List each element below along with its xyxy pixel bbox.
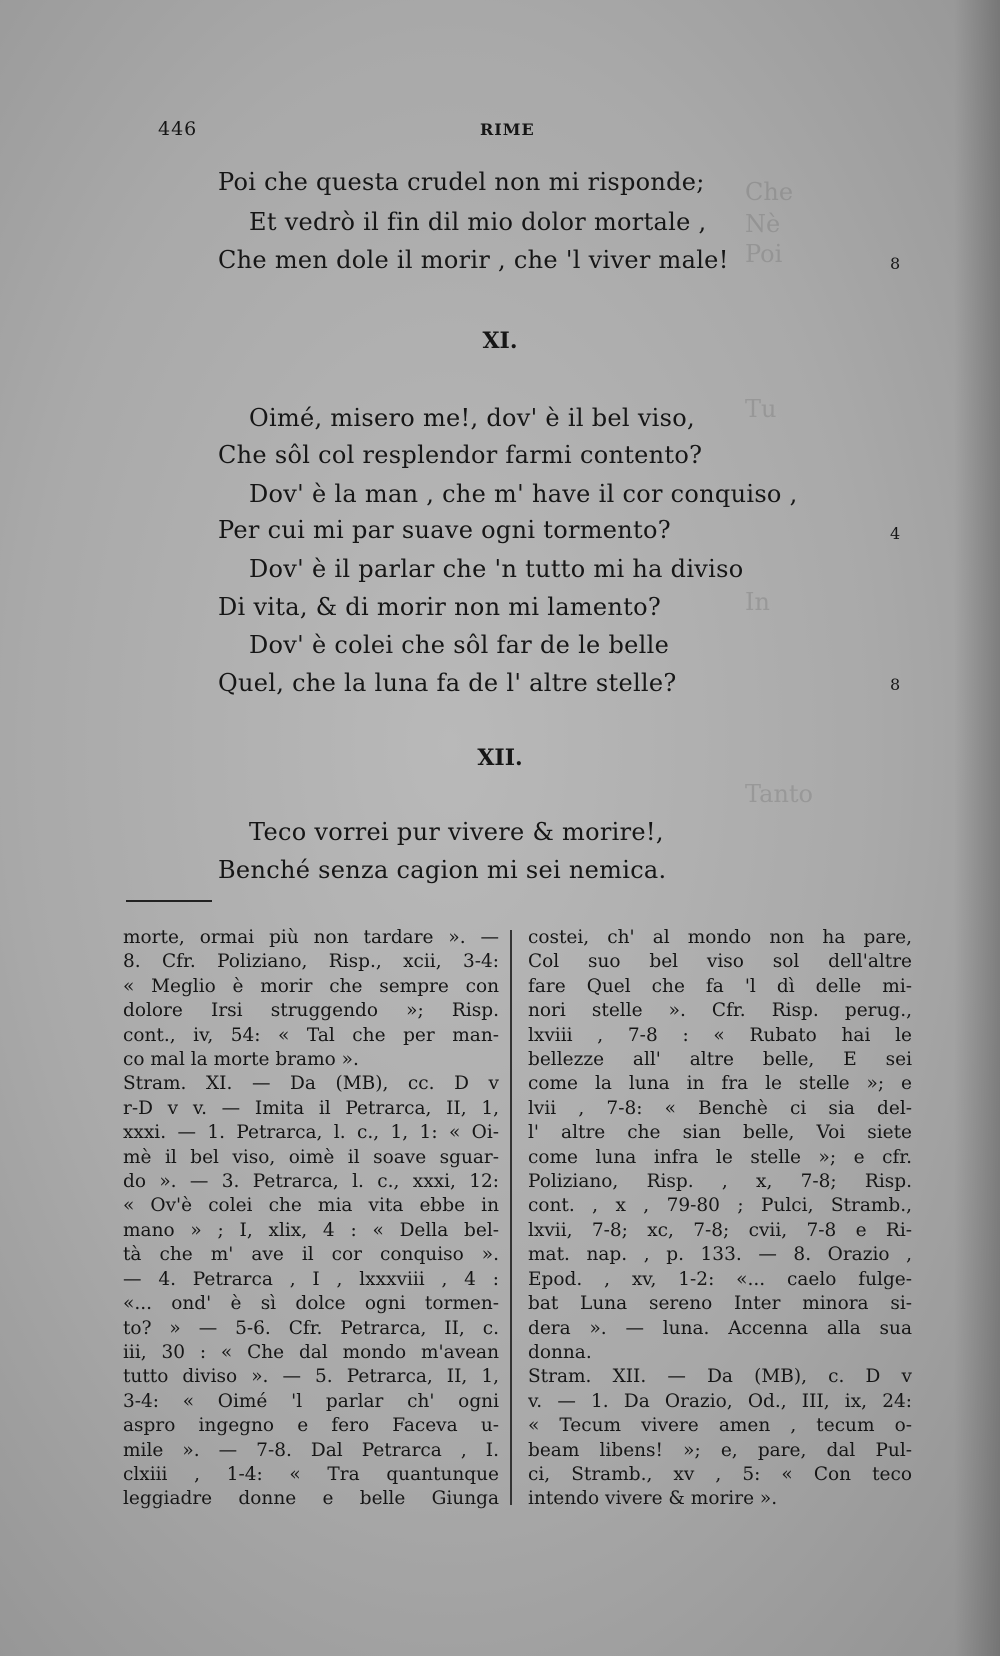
verse-line: Che sôl col resplendor farmi contento? [218,441,703,469]
verse-line: Oimé, misero me!, dov' è il bel viso, [249,404,695,432]
note-line: beam libens! »; e, pare, dal Pul- [528,1439,912,1461]
note-line: come luna infra le stelle »; e cfr. [528,1146,912,1168]
note-line: — 4. Petrarca , I , lxxxviii , 4 : [123,1268,499,1290]
running-head [0,118,1000,148]
verse-line: Dov' è il parlar che 'n tutto mi ha diviso [249,555,744,583]
page-number: 446 [158,118,198,140]
running-title: RIME [480,120,535,139]
footnote-rule [126,900,212,902]
note-line: « Tecum vivere amen , tecum o- [528,1415,912,1437]
note-line: tà che m' ave il cor conquiso ». [123,1244,499,1266]
verse-line: Di vita, & di morir non mi lamento? [218,593,662,621]
note-line: « Ov'è colei che mia vita ebbe in [123,1195,499,1217]
note-line: co mal la morte bramo ». [123,1049,359,1071]
note-line: lxviii , 7-8 : « Rubato hai le [528,1024,912,1046]
note-line: dolore Irsi struggendo »; Risp. [123,1000,499,1022]
line-number: 8 [890,675,901,694]
note-line: iii, 30 : « Che dal mondo m'avean [123,1341,499,1363]
verse-line: Quel, che la luna fa de l' altre stelle? [218,669,677,697]
note-line: mano » ; I, xlix, 4 : « Della bel- [123,1219,499,1241]
note-line: morte, ormai più non tardare ». — [123,927,499,948]
note-line: «... ond' è sì dolce ogni tormen- [123,1293,499,1315]
note-line: bellezze all' altre belle, E sei [528,1049,912,1071]
note-line: mè il bel viso, oimè il soave sguar- [123,1146,499,1168]
bleed-through: Che [745,178,794,206]
notes-left-column [123,926,499,1512]
note-line: Stram. XI. — Da (MB), cc. D v [123,1073,499,1095]
note-line: xxxi. — 1. Petrarca, l. c., 1, 1: « Oi- [123,1122,499,1144]
note-line: do ». — 3. Petrarca, l. c., xxxi, 12: [123,1171,499,1193]
poem-heading-xii: XII. [477,745,523,771]
note-line: to? » — 5-6. Cfr. Petrarca, II, c. [123,1317,499,1339]
note-line: 8. Cfr. Poliziano, Risp., xcii, 3-4: [123,951,499,973]
note-line: donna. [528,1341,592,1363]
note-line: come la luna in fra le stelle »; e [528,1073,912,1095]
column-divider [510,930,512,1505]
verse-line: Dov' è la man , che m' have il cor conquiso , [249,480,798,508]
note-line: Poliziano, Risp. , x, 7-8; Risp. [528,1171,912,1193]
poem-heading-xi: XI. [482,328,518,354]
page-edge-shadow [954,0,1000,1656]
note-line: lvii , 7-8: « Benchè ci sia del- [528,1097,912,1119]
note-line: cont., iv, 54: « Tal che per man- [123,1024,499,1046]
bleed-through: Tu [745,395,777,423]
verse-line: Teco vorrei pur vivere & morire!, [249,818,664,846]
verse-line: Benché senza cagion mi sei nemica. [218,856,667,884]
notes-right-column [528,926,912,1512]
note-line: Col suo bel viso sol dell'altre [528,951,912,973]
note-line: « Meglio è morir che sempre con [123,975,499,997]
note-line: aspro ingegno e fero Faceva u- [123,1415,499,1437]
note-line: tutto diviso ». — 5. Petrarca, II, 1, [123,1366,499,1388]
verse-line: Poi che questa crudel non mi risponde; [218,168,705,196]
bleed-through: Nè [745,210,781,238]
line-number: 4 [890,524,901,543]
note-line: ci, Stramb., xv , 5: « Con teco [528,1463,912,1485]
note-line: mat. nap. , p. 133. — 8. Orazio , [528,1244,912,1266]
note-line: nori stelle ». Cfr. Risp. perug., [528,1000,912,1022]
note-line: intendo vivere & morire ». [528,1488,778,1510]
note-line: Epod. , xv, 1-2: «... caelo fulge- [528,1268,912,1290]
verse-line: Che men dole il morir , che 'l viver male! [218,246,729,274]
note-line: v. — 1. Da Orazio, Od., III, ix, 24: [528,1390,912,1412]
note-line: dera ». — luna. Accenna alla sua [528,1317,912,1339]
note-line: bat Luna sereno Inter minora si- [528,1293,912,1315]
note-line: lxvii, 7-8; xc, 7-8; cvii, 7-8 e Ri- [528,1219,912,1241]
note-line: costei, ch' al mondo non ha pare, [528,927,912,948]
note-line: clxiii , 1-4: « Tra quantunque [123,1463,499,1485]
verse-line: Per cui mi par suave ogni tormento? [218,516,671,544]
note-line: cont. , x , 79-80 ; Pulci, Stramb., [528,1195,912,1217]
note-line: fare Quel che fa 'l dì delle mi- [528,975,912,997]
note-line: Stram. XII. — Da (MB), c. D v [528,1366,912,1388]
bleed-through: In [745,588,770,616]
note-line: mile ». — 7-8. Dal Petrarca , I. [123,1439,499,1461]
verse-line: Et vedrò il fin dil mio dolor mortale , [249,208,707,236]
verse-line: Dov' è colei che sôl far de le belle [249,631,670,659]
note-line: 3-4: « Oimé 'l parlar ch' ogni [123,1390,499,1412]
line-number: 8 [890,254,901,273]
note-line: l' altre che sian belle, Voi siete [528,1122,912,1144]
note-line: leggiadre donne e belle Giunga [123,1488,499,1510]
note-line: r-D v v. — Imita il Petrarca, II, 1, [123,1097,499,1119]
bleed-through: Poi [745,240,783,268]
bleed-through: Tanto [745,780,814,808]
